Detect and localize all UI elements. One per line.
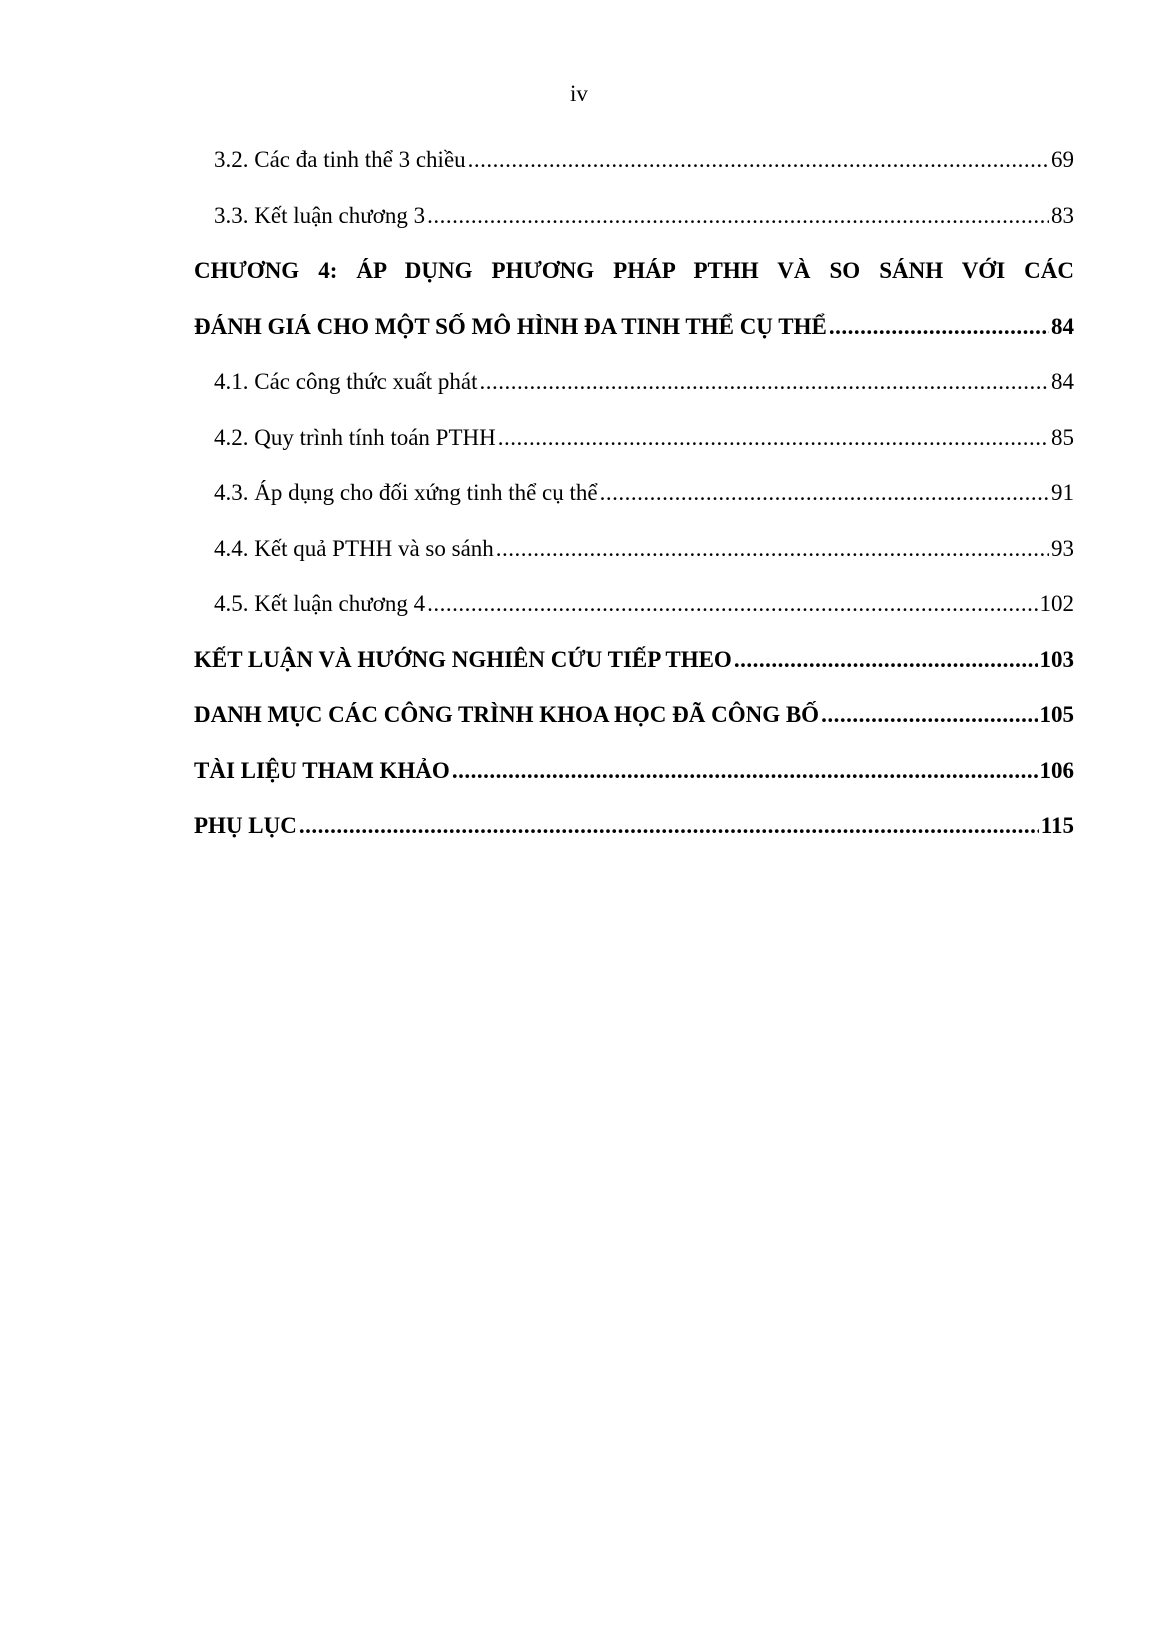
toc-entry-3-2[interactable] [194,146,1074,202]
toc-dot-leader [734,646,1038,674]
table-of-contents [194,146,1074,868]
toc-entry-title: DANH MỤC CÁC CÔNG TRÌNH KHOA HỌC ĐÃ CÔNG BỐ [194,702,820,727]
toc-entry-title: 4.3. Áp dụng cho đối xứng tinh thể cụ thể [214,480,598,505]
toc-dot-leader [452,757,1038,785]
toc-dot-leader [498,424,1049,452]
toc-entry-page: 69 [1051,147,1074,172]
toc-entry-title: 3.3. Kết luận chương 3 [214,202,426,228]
toc-chapter-4[interactable] [194,257,1074,368]
toc-dot-leader [427,202,1049,230]
toc-entry-conclusion[interactable] [194,646,1074,702]
toc-chapter-title-line2: ĐÁNH GIÁ CHO MỘT SỐ MÔ HÌNH ĐA TINH THỂ CỤ THỂ [194,313,827,339]
toc-entry-3-3[interactable] [194,202,1074,258]
toc-entry-page: 84 [1051,313,1074,339]
toc-entry-appendix[interactable] [194,812,1074,868]
toc-entry-page: 83 [1051,202,1074,228]
page-number: iv [570,81,588,106]
toc-dot-leader [829,313,1049,341]
toc-entry-page: 102 [1039,591,1074,616]
toc-entry-title: 4.4. Kết quả PTHH và so sánh [214,535,494,561]
toc-entry-title: PHỤ LỤC [194,813,297,838]
toc-entry-page: 106 [1039,757,1074,783]
toc-dot-leader [496,535,1049,563]
toc-entry-page: 85 [1051,424,1074,450]
toc-entry-title: 3.2. Các đa tinh thể 3 chiều [214,147,466,172]
toc-entry-title: 4.5. Kết luận chương 4 [214,591,426,616]
toc-dot-leader [600,479,1049,507]
toc-dot-leader [479,368,1049,396]
toc-chapter-title-line1: CHƯƠNG 4: ÁP DỤNG PHƯƠNG PHÁP PTHH VÀ SO SÁNH VỚI CÁC [194,258,1074,283]
toc-dot-leader [427,590,1037,618]
toc-entry-page: 93 [1051,535,1074,561]
toc-entry-4-2[interactable] [194,424,1074,480]
toc-entry-title: KẾT LUẬN VÀ HƯỚNG NGHIÊN CỨU TIẾP THEO [194,646,732,672]
toc-entry-4-5[interactable] [194,590,1074,646]
toc-entry-page: 84 [1051,369,1074,394]
toc-dot-leader [468,146,1049,174]
toc-entry-title: TÀI LIỆU THAM KHẢO [194,757,450,783]
toc-chapter-title-line2-row [194,313,1074,369]
toc-entry-4-4[interactable] [194,535,1074,591]
toc-entry-page: 103 [1039,646,1074,672]
toc-dot-leader [299,812,1039,840]
toc-entry-title: 4.2. Quy trình tính toán PTHH [214,424,496,450]
toc-entry-page: 105 [1039,702,1074,727]
toc-entry-publications[interactable] [194,701,1074,757]
toc-entry-references[interactable] [194,757,1074,813]
toc-entry-page: 115 [1040,813,1074,838]
toc-dot-leader [821,701,1037,729]
toc-entry-4-3[interactable] [194,479,1074,535]
toc-entry-4-1[interactable] [194,368,1074,424]
toc-entry-title: 4.1. Các công thức xuất phát [214,369,478,394]
toc-entry-page: 91 [1051,480,1074,505]
